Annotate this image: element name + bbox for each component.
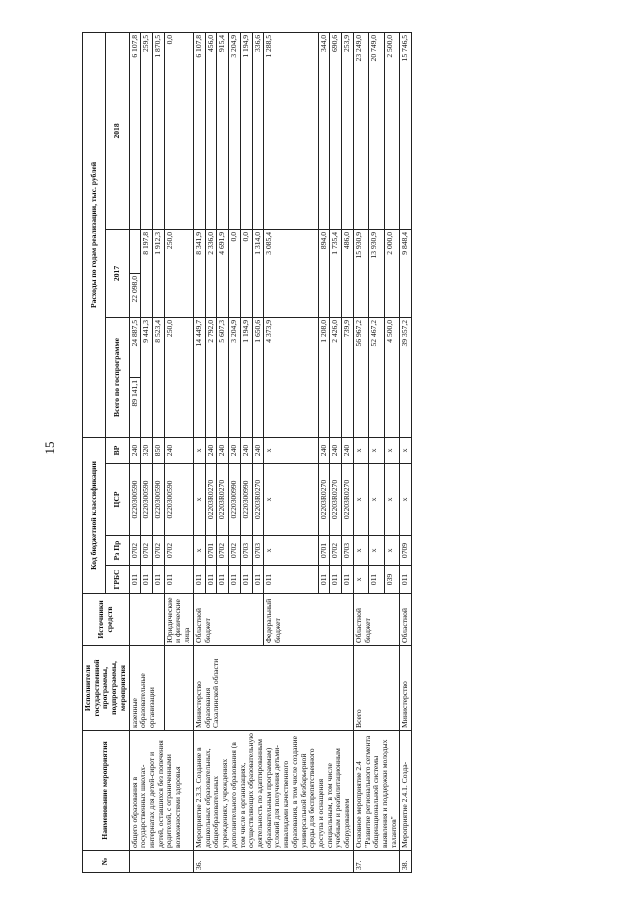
header-budget-code: Код бюджетной классификации: [83, 437, 106, 593]
row37-num: 37.: [353, 851, 400, 873]
table-row: 011 0702 02203R0270 240 5 607,3 4 691,9 915,4: [217, 32, 229, 872]
header-expenses: Расходы по годам реализации, тыс. рублей: [83, 32, 106, 437]
table-row: 36. Мероприятие 2.3.3. Создание в дошкольных образовательных, общеобразовательных учреждениях, учреждениях дополнительного образования (в том числе в организациях, осуществляющих образовательную деятельность по адаптированным образовательным программам) условий для получения детьми-инвалидами качественного образования, в том числе создание универсальной безбарьерной среды для беспрепятственного доступа и оснащения специальным, в том числе учебным и реабилитационным оборудованием Министерство образования Сахалинской области Областной бюджет 011 x x x 14 449,7 8 341,9 6 107,8: [193, 32, 205, 872]
program-expenses-table: [82, 32, 412, 873]
table-row: 039 x x x 4 500,0 2 000,0 2 500,0: [384, 32, 400, 872]
header-source: Источники средств: [83, 594, 130, 646]
table-row: 37. Основное мероприятие 2.4 "Развитие регионального сегмента общенациональной системы выявления и поддержки молодых талантов" Всего Областной бюджет x x x x 56 967,2 15 930,9 23 249,0: [353, 32, 369, 872]
header-grbs: ГРБС: [106, 566, 129, 594]
row38-executor: Министерство: [400, 646, 412, 731]
table-row: 011 0701 02203R0270 240 1 208,0 894,0 344,0: [318, 32, 330, 872]
table-row: 011 0702 0220300990 240 3 204,9 0,0 3 204,9: [229, 32, 241, 872]
table-row: 011 0702 0220300590 850 8 523,4 1 912,3 1 870,5: [153, 32, 165, 872]
table-row: 011 0701 02203R0270 240 2 792,0 2 336,0 456,0: [205, 32, 217, 872]
header-2018: 2018: [106, 32, 129, 229]
header-csr: ЦСР: [106, 464, 129, 536]
table-row: общего образования в государственных школах-интернатах для детей-сирот и детей, оставшихся без попечения родителей, с ограниченными возможностями здоровья казенные образовательные организации 011 0702 0220300590 240 89 141,1 24 887,5 22 098,0 6 107,8: [129, 32, 141, 872]
row38-name: Мероприятие 2.4.1. Созда-: [400, 731, 412, 851]
cont-name: общего образования в государственных школах-интернатах для детей-сирот и детей, оставшихся без попечения родителей, с ограниченными возможностями здоровья: [129, 731, 193, 851]
row36-executor: Министерство образования Сахалинской области: [193, 646, 353, 731]
row36-source-federal: Федеральный бюджет: [264, 594, 354, 646]
table-row: 011 0703 02203R0270 240 1 650,6 1 314,0 336,6: [252, 32, 264, 872]
header-rzpr: Рз Пр: [106, 536, 129, 566]
row36-name: Мероприятие 2.3.3. Создание в дошкольных образовательных, общеобразовательных учреждениях, учреждениях дополнительного образования (в том числе в организациях, осуществляющих образовательную деятельность по адаптированным образовательным программам) условий для получения детьми-инвалидами качественного образования, в том числе создание универсальной безбарьерной среды для беспрепятственного доступа и оснащения специальным, в том числе учебным и реабилитационным оборудованием: [193, 731, 353, 851]
header-num: №: [83, 851, 130, 873]
row37-executor: Всего: [353, 646, 400, 731]
table-row: 011 0702 02203R0270 240 2 426,0 1 735,4 690,6: [330, 32, 342, 872]
page-number: 15: [42, 441, 57, 455]
table-row: 011 0703 02203R0270 240 739,9 486,0 253,9: [342, 32, 354, 872]
header-executor: Исполнители государственной программы, подпрограммы, мероприятия: [83, 646, 130, 731]
rotated-table-sheet: [82, 33, 412, 873]
header-vr: ВР: [106, 437, 129, 463]
row36-source-regional: Областной бюджет: [193, 594, 263, 646]
table-row: 011 0702 0220300590 320 9 441,3 8 197,8 259,5: [141, 32, 153, 872]
header-2017: 2017: [106, 229, 129, 317]
row38-num: 38.: [400, 851, 412, 873]
table-row: Федеральный бюджет 011 x x x 4 373,9 3 085,4 1 288,5: [264, 32, 318, 872]
row36-num: 36.: [193, 851, 353, 873]
table-row: 011 0703 0220300990 240 1 194,9 0,0 1 194,9: [240, 32, 252, 872]
table-row: Юридические и физические лица 011 0702 0220300590 240 250,0 250,0 0,0: [164, 32, 193, 872]
row37-name: Основное мероприятие 2.4 "Развитие регионального сегмента общенациональной системы выявления и поддержки молодых талантов": [353, 731, 400, 851]
table-row: 38. Мероприятие 2.4.1. Созда- Министерство Областной 011 0709 x x 39 357,2 9 848,4 15 746,5: [400, 32, 412, 872]
header-total: Всего по госпрограмме: [106, 317, 129, 437]
cont-executor: казенные образовательные организации: [129, 646, 164, 731]
row38-source: Областной: [400, 594, 412, 646]
cont-source-legal: Юридические и физические лица: [164, 594, 193, 646]
table-row: 011 x x x 52 467,2 13 930,9 20 749,0: [369, 32, 385, 872]
row37-source: Областной бюджет: [353, 594, 400, 646]
header-name: Наименование мероприятия: [83, 731, 130, 851]
